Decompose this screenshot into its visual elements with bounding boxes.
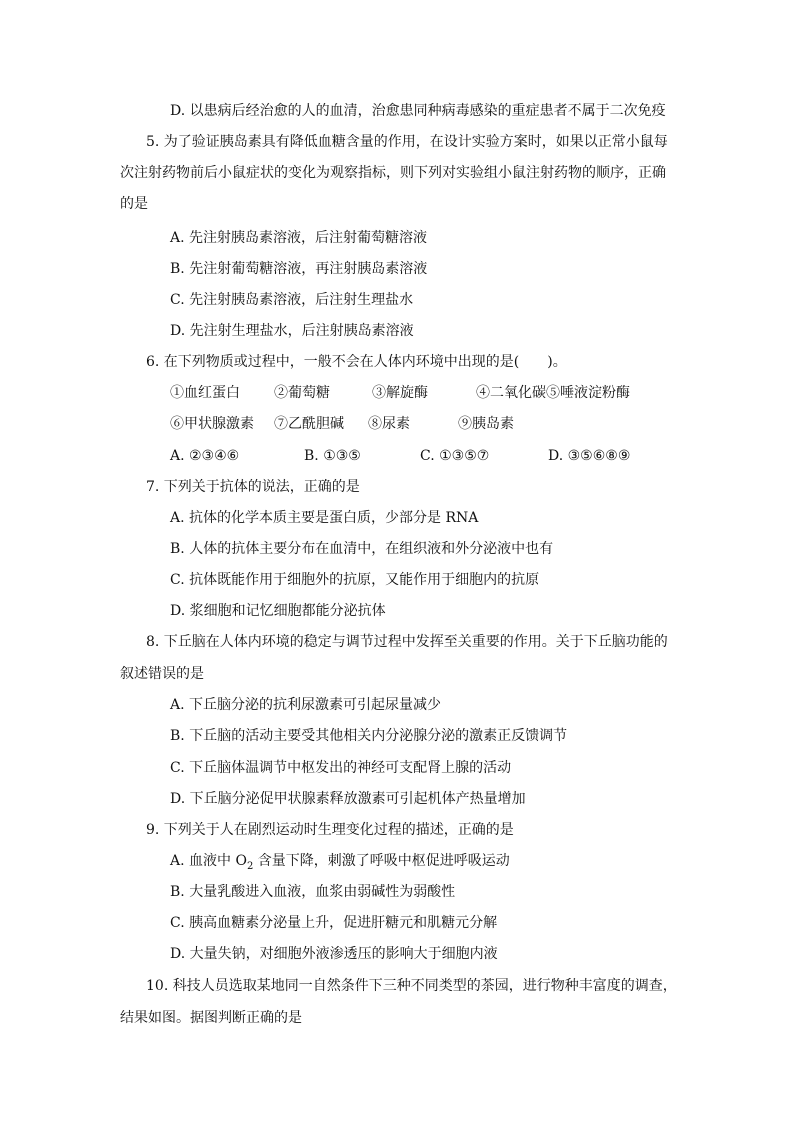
- q9-option-d: D. 大量失钠，对细胞外液渗透压的影响大于细胞内液: [170, 946, 498, 962]
- q9-option-a: [170, 851, 510, 871]
- q6-item-1: ①血红蛋白: [170, 385, 240, 401]
- q7-option-d: D. 浆细胞和记忆细胞都能分泌抗体: [170, 603, 386, 619]
- q8-option-a: A. 下丘脑分泌的抗利尿激素可引起尿量减少: [170, 697, 442, 713]
- q7-option-c: C. 抗体既能作用于细胞外的抗原，又能作用于细胞内的抗原: [170, 572, 540, 588]
- q4-option-d: D. 以患病后经治愈的人的血清，治愈患同种病毒感染的重症患者不属于二次免疫: [170, 103, 666, 119]
- q5-stem-line-3: 的是: [120, 196, 148, 212]
- q8-stem-line-1: 8. 下丘脑在人体内环境的稳定与调节过程中发挥至关重要的作用。关于下丘脑功能的: [146, 634, 668, 650]
- q8-option-b: B. 下丘脑的活动主要受其他相关内分泌腺分泌的激素正反馈调节: [170, 728, 568, 744]
- q6-choice-a: A. ②③④⑥: [170, 448, 240, 464]
- q5-option-b: B. 先注射葡萄糖溶液，再注射胰岛素溶液: [170, 261, 428, 277]
- q6-item-3: ③解旋酶: [372, 385, 428, 401]
- q6-item-7: ⑦乙酰胆碱: [274, 416, 344, 432]
- q10-stem-line-1: 10. 科技人员选取某地同一自然条件下三种不同类型的茶园，进行物种丰富度的调查，: [146, 978, 677, 994]
- q5-option-d: D. 先注射生理盐水，后注射胰岛素溶液: [170, 323, 414, 339]
- q5-stem-line-2: 次注射药物前后小鼠症状的变化为观察指标，则下列对实验组小鼠注射药物的顺序，正确: [120, 165, 666, 181]
- q5-option-a: A. 先注射胰岛素溶液，后注射葡萄糖溶液: [170, 230, 428, 246]
- q9-option-b: B. 大量乳酸进入血液，血浆由弱碱性为弱酸性: [170, 884, 456, 900]
- q8-option-d: D. 下丘脑分泌促甲状腺素释放激素可引起机体产热量增加: [170, 791, 526, 807]
- q8-stem-line-2: 叙述错误的是: [120, 666, 204, 682]
- q7-option-b: B. 人体的抗体主要分布在血清中，在组织液和外分泌液中也有: [170, 541, 554, 557]
- q6-item-6: ⑥甲状腺激素: [170, 416, 254, 432]
- q6-stem: 6. 在下列物质或过程中，一般不会在人体内环境中出现的是( )。: [146, 354, 567, 370]
- q9-option-a-suffix: 含量下降，刺激了呼吸中枢促进呼吸运动: [253, 853, 510, 869]
- q7-stem: 7. 下列关于抗体的说法，正确的是: [146, 479, 360, 495]
- q10-stem-line-2: 结果如图。据图判断正确的是: [120, 1010, 302, 1026]
- q6-choice-d: D. ③⑤⑥⑧⑨: [548, 448, 631, 464]
- q6-choice-b: B. ①③⑤: [304, 448, 361, 464]
- q7-option-a: A. 抗体的化学本质主要是蛋白质，少部分是 RNA: [170, 510, 479, 526]
- q8-option-c: C. 下丘脑体温调节中枢发出的神经可支配肾上腺的活动: [170, 760, 512, 776]
- q9-option-c: C. 胰高血糖素分泌量上升，促进肝糖元和肌糖元分解: [170, 915, 498, 931]
- q6-item-9: ⑨胰岛素: [458, 416, 514, 432]
- q9-option-a-subscript: 2: [246, 860, 254, 872]
- q5-stem-line-1: 5. 为了验证胰岛素具有降低血糖含量的作用，在设计实验方案时，如果以正常小鼠每: [146, 134, 668, 150]
- q6-item-5: ⑤唾液淀粉酶: [546, 385, 630, 401]
- q5-option-c: C. 先注射胰岛素溶液，后注射生理盐水: [170, 292, 414, 308]
- q6-item-8: ⑧尿素: [368, 416, 410, 432]
- q6-choice-c: C. ①③⑤⑦: [420, 448, 490, 464]
- q9-stem: 9. 下列关于人在剧烈运动时生理变化过程的描述，正确的是: [146, 822, 514, 838]
- q6-item-4: ④二氧化碳: [476, 385, 546, 401]
- q9-option-a-prefix: A. 血液中 O: [170, 853, 247, 869]
- q6-item-2: ②葡萄糖: [274, 385, 330, 401]
